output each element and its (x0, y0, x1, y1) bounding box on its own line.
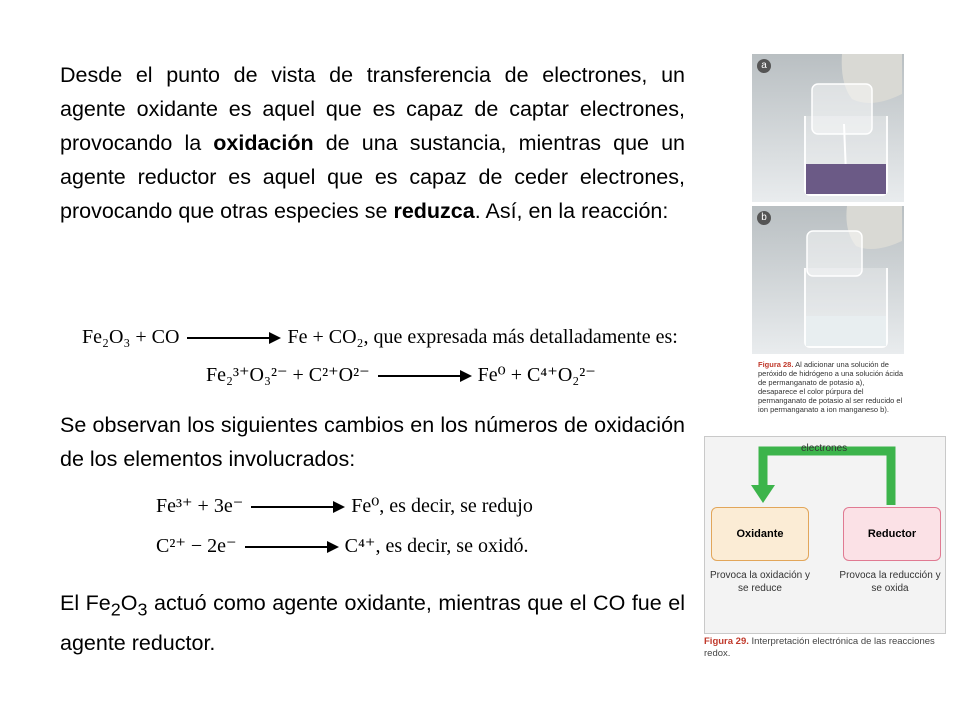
figure-29-caption (704, 636, 944, 660)
figure-28 (752, 54, 904, 414)
figure-29-caption-text: Interpretación electrónica de las reacciones redox. (704, 636, 935, 659)
intro-text-a: Desde el punto de vista de transferencia de electrones, un agente oxidante es aquel que es capaz de captar electrones, provocando la (60, 63, 685, 155)
term-oxidacion: oxidación (213, 131, 314, 155)
equation-oxidation (156, 533, 529, 558)
subscript-3: 3 (137, 599, 148, 620)
electrons-label: electrones (801, 443, 848, 454)
equation-oxidation-right: C⁴⁺, es decir, se oxidó. (344, 535, 529, 557)
term-reduzca: reduzca (393, 199, 475, 223)
reductor-label: Reductor (867, 528, 917, 540)
observation-paragraph: Se observan los siguientes cambios en los números de oxidación de los elementos involucrados: (60, 413, 685, 471)
equation-overall-products: Fe + CO₂, que expresada más detalladamente es: (287, 326, 678, 348)
figure-29-caption-title: Figura 29. (704, 636, 749, 647)
beaker-a (804, 116, 888, 196)
reaction-arrow-icon (245, 546, 337, 548)
reaction-arrow-icon (378, 375, 470, 377)
conclusion-text-c: actuó como agente oxidante, mientras que el CO fue el agente reductor. (60, 591, 686, 656)
conclusion-paragraph (60, 586, 685, 660)
oxidant-label: Oxidante (736, 528, 784, 540)
reaction-arrow-icon (187, 337, 279, 339)
conclusion-text-a: El Fe (60, 591, 111, 615)
intro-text-c: . Así, en la reacción: (474, 199, 669, 223)
equation-detailed-reactants: Fe₂³⁺O₃²⁻ + C²⁺O²⁻ (206, 364, 370, 386)
subscript-2: 2 (110, 599, 121, 620)
reductor-description: Provoca la reducción y se oxida (839, 570, 941, 594)
equation-reduction-left: Fe³⁺ + 3e⁻ (156, 495, 244, 517)
intro-text-b: de una sustancia, mientras que un agente reductor es aquel que es capaz de ceder electrones, provocando que otras especies se (60, 131, 685, 223)
photo-b-label: b (757, 211, 771, 225)
redox-diagram (704, 436, 946, 634)
oxidant-box (711, 507, 809, 561)
figure-28-caption (752, 360, 904, 414)
photo-a-label: a (757, 59, 771, 73)
figure-29 (704, 436, 944, 666)
equation-detailed (206, 362, 596, 387)
equation-reduction-right: Fe⁰, es decir, se redujo (351, 495, 533, 517)
figure-28-caption-title: Figura 28. (758, 360, 794, 369)
purple-liquid (806, 164, 886, 194)
reductor-box (843, 507, 941, 561)
oxidant-description: Provoca la oxidación y se reduce (709, 570, 811, 594)
equation-reduction (156, 493, 533, 518)
reaction-arrow-icon (251, 506, 343, 508)
intro-paragraph (60, 58, 685, 228)
photo-a-beaker-purple (752, 54, 904, 202)
equation-detailed-products: Fe⁰ + C⁴⁺O₂²⁻ (477, 364, 596, 386)
clear-liquid (806, 316, 886, 346)
conclusion-text-b: O (120, 591, 138, 615)
beaker-b (804, 268, 888, 348)
equation-overall (82, 326, 678, 349)
photo-b-beaker-clear (752, 206, 904, 354)
equation-oxidation-left: C²⁺ − 2e⁻ (156, 535, 237, 557)
equation-overall-reactants: Fe₂O₃ + CO (82, 326, 180, 348)
figure-28-caption-text: Al adicionar una solución de peróxido de hidrógeno a una solución ácida de permanganato de potasio a), desaparece el color púrpura del permanganato de potasio al ser reducido el ion permanganato a ion manganeso b). (758, 360, 904, 414)
